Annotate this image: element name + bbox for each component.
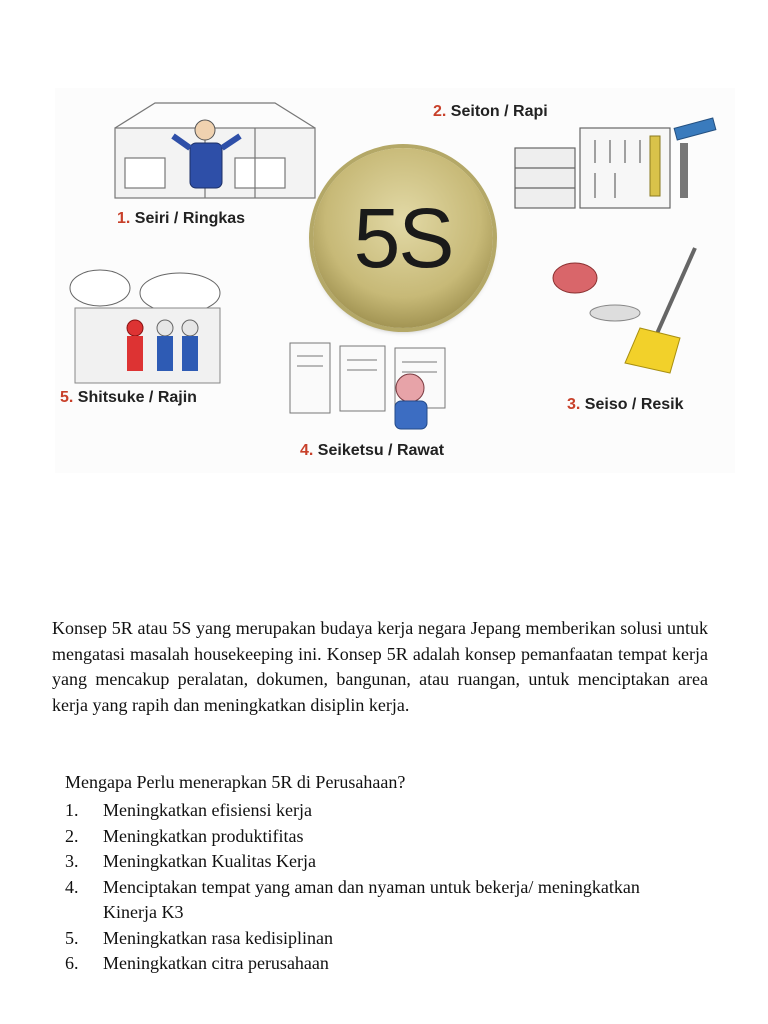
shitsuke-workers-icon: [75, 308, 220, 383]
list-item-text: Menciptakan tempat yang aman dan nyaman untuk bekerja/ meningkatkan Kinerja K3: [103, 876, 640, 922]
step-label-seiton: [433, 103, 548, 121]
shitsuke-bubbles-icon: [70, 270, 220, 313]
list-item-text: Meningkatkan produktifitas: [103, 825, 304, 846]
list-item-number: 2.: [65, 825, 79, 846]
question-heading: Mengapa Perlu menerapkan 5R di Perusahaan?: [65, 772, 406, 792]
step-label-seiri: [117, 210, 245, 228]
intro-paragraph: Konsep 5R atau 5S yang merupakan budaya kerja negara Jepang memberikan solusi untuk mengatasi masalah housekeeping ini. Konsep 5R adalah konsep pemanfaatan tempat kerja yang mencakup peralatan, dokumen, bangunan, atau ruangan, untuk menciptakan area kerja yang rapih dan meningkatkan disiplin kerja.: [52, 618, 708, 715]
list-item: [65, 926, 685, 952]
step-number: 4.: [300, 442, 314, 459]
5s-center-badge: [313, 148, 493, 328]
seiton-shelf-icon: [515, 128, 670, 208]
list-item-number: 4.: [65, 876, 79, 897]
reasons-list: [65, 798, 685, 977]
step-text: Shitsuke / Rajin: [77, 389, 197, 406]
step-label-shitsuke: [60, 389, 197, 407]
list-item: [65, 951, 685, 977]
list-item-number: 1.: [65, 800, 79, 820]
5s-illustration: [55, 88, 735, 473]
list-item-text: Meningkatkan citra perusahaan: [103, 953, 329, 973]
list-item: [65, 849, 685, 875]
list-item: [65, 824, 685, 850]
step-number: 2.: [433, 103, 447, 120]
step-number: 1.: [117, 210, 131, 227]
list-item-number: 5.: [65, 927, 79, 948]
list-item: [65, 875, 685, 926]
step-label-seiketsu: [300, 442, 444, 460]
list-item-number: 3.: [65, 851, 79, 871]
step-label-seiso: [567, 396, 684, 414]
step-text: Seiri / Ringkas: [134, 210, 246, 227]
list-item-text: Meningkatkan efisiensi kerja: [103, 800, 312, 820]
step-text: Seiso / Resik: [584, 396, 684, 413]
step-number: 5.: [60, 389, 74, 406]
step-text: Seiketsu / Rawat: [317, 442, 445, 459]
step-number: 3.: [567, 396, 581, 413]
list-item-text: Meningkatkan rasa kedisiplinan: [103, 927, 333, 948]
seiketsu-person-icon: [395, 374, 427, 429]
step-text: Seiton / Rapi: [450, 103, 548, 120]
list-item-text: Meningkatkan Kualitas Kerja: [103, 851, 316, 871]
5s-center-text: 5S: [353, 190, 453, 285]
list-item-number: 6.: [65, 953, 79, 973]
list-item: [65, 798, 685, 824]
seiso-hand-icon: [553, 263, 640, 321]
